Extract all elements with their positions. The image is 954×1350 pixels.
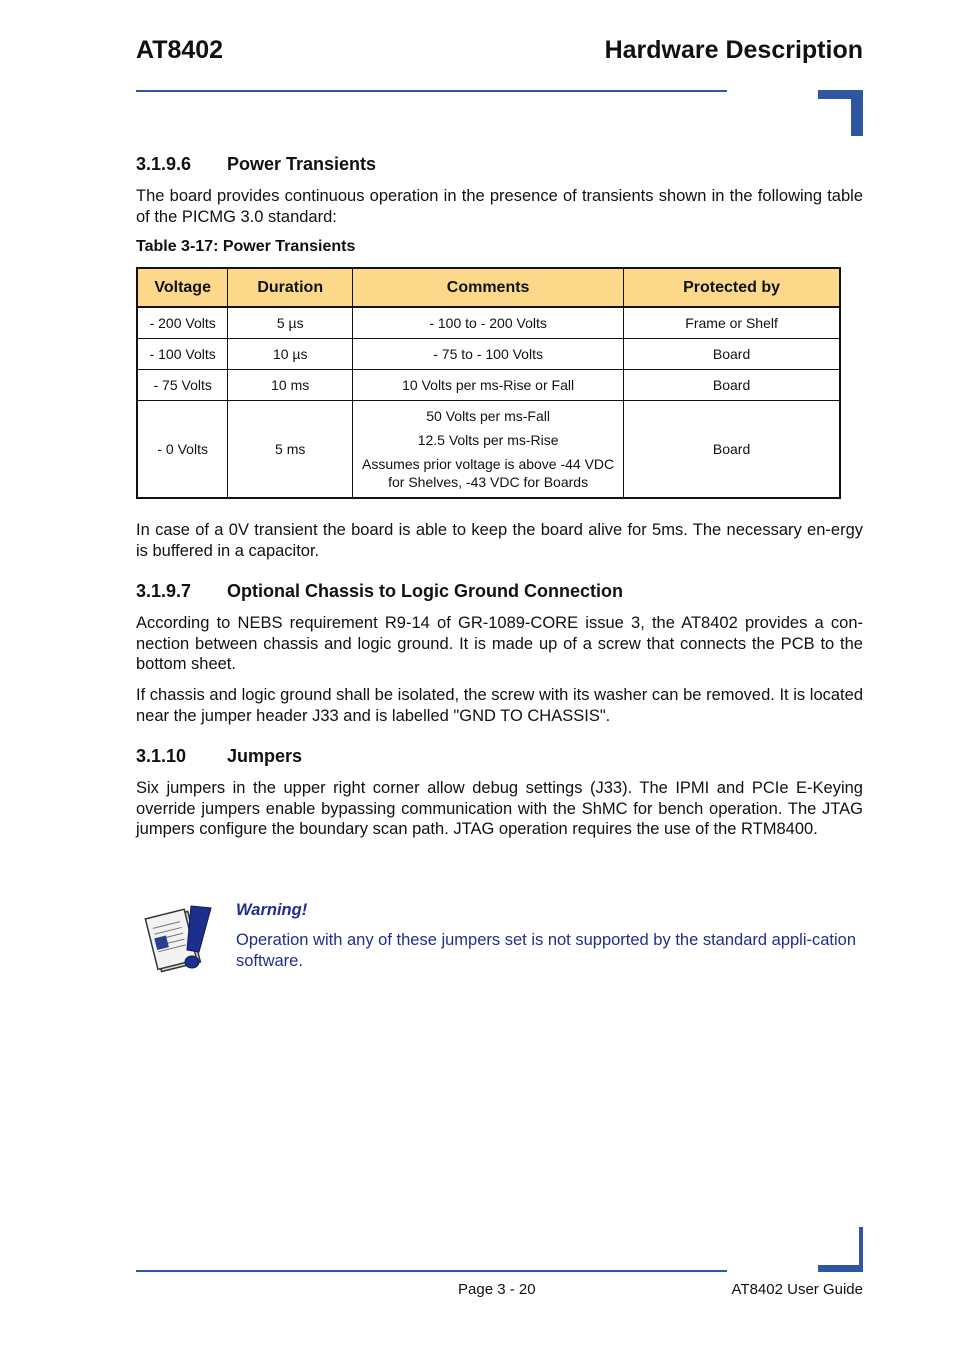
comment-line: Assumes prior voltage is above -44 VDC for Shelves, -43 VDC for Boards (362, 455, 615, 490)
footer-corner-mark (818, 1265, 863, 1272)
table-header-row (137, 268, 840, 307)
cell-voltage: - 0 Volts (137, 400, 228, 498)
footer-rule (136, 1270, 727, 1272)
cell-protected-by: Board (624, 400, 840, 498)
cell-comments: - 100 to - 200 Volts (353, 307, 624, 338)
section-number: 3.1.9.7 (136, 581, 192, 601)
header-corner-mark-vertical (851, 90, 863, 136)
section-number: 3.1.9.6 (136, 154, 192, 174)
paragraph: According to NEBS requirement R9-14 of GR-1089-CORE issue 3, the AT8402 provides a con-nection between chassis and logic ground. It is made up of a screw that connects the PCB to the bottom sheet. (136, 614, 863, 673)
section-heading-chassis-ground (136, 581, 623, 602)
warning-text: Operation with any of these jumpers set is not supported by the standard appli-cation software. (236, 931, 857, 970)
table-caption: Table 3-17: Power Transients (136, 238, 356, 255)
page-number: Page 3 - 20 (458, 1281, 536, 1298)
column-header-voltage: Voltage (137, 268, 228, 307)
paragraph: In case of a 0V transient the board is able to keep the board alive for 5ms. The necessary en-ergy is buffered in a capacitor. (136, 521, 863, 560)
power-transients-table (136, 267, 841, 499)
guide-title: AT8402 User Guide (731, 1281, 863, 1298)
paragraph: The board provides continuous operation in the presence of transients shown in the following table of the PICMG 3.0 standard: (136, 187, 863, 226)
comment-line: 50 Volts per ms-Fall (426, 407, 550, 424)
document-title: AT8402 (136, 36, 224, 64)
table-row (137, 338, 840, 369)
paragraph: If chassis and logic ground shall be isolated, the screw with its washer can be removed. It is located near the jumper header J33 and is labelled "GND TO CHASSIS". (136, 686, 863, 725)
header-rule (136, 90, 727, 92)
cell-protected-by: Frame or Shelf (624, 307, 840, 338)
cell-comments (353, 400, 624, 498)
cell-protected-by: Board (624, 369, 840, 400)
section-number: 3.1.10 (136, 746, 187, 766)
table-row (137, 369, 840, 400)
cell-duration: 5 µs (228, 307, 353, 338)
cell-duration: 5 ms (228, 400, 353, 498)
cell-protected-by: Board (624, 338, 840, 369)
cell-duration: 10 µs (228, 338, 353, 369)
cell-voltage: - 75 Volts (137, 369, 228, 400)
paragraph: Six jumpers in the upper right corner allow debug settings (J33). The IPMI and PCIe E-Keying override jumpers enable bypassing communication with the ShMC for bench operation. The JTAG jumpers configure the boundary scan path. JTAG operation requires the use of the RTM8400. (136, 779, 863, 838)
section-title: Jumpers (227, 746, 303, 766)
cell-duration: 10 ms (228, 369, 353, 400)
section-title: Optional Chassis to Logic Ground Connection (227, 581, 623, 601)
column-header-comments: Comments (353, 268, 624, 307)
column-header-duration: Duration (228, 268, 353, 307)
comment-line: 12.5 Volts per ms-Rise (417, 431, 559, 448)
chapter-title: Hardware Description (604, 36, 863, 64)
cell-comments: 10 Volts per ms-Rise or Fall (353, 369, 624, 400)
section-heading-power-transients (136, 154, 376, 175)
table-row (137, 307, 840, 338)
cell-voltage: - 200 Volts (137, 307, 228, 338)
column-header-protected-by: Protected by (624, 268, 840, 307)
table-row (137, 400, 840, 498)
warning-title: Warning! (236, 901, 308, 919)
warning-notepad-icon (143, 902, 219, 978)
section-heading-jumpers (136, 746, 302, 767)
section-title: Power Transients (227, 154, 377, 174)
footer-corner-mark-vertical (859, 1227, 863, 1272)
cell-comments: - 75 to - 100 Volts (353, 338, 624, 369)
cell-voltage: - 100 Volts (137, 338, 228, 369)
